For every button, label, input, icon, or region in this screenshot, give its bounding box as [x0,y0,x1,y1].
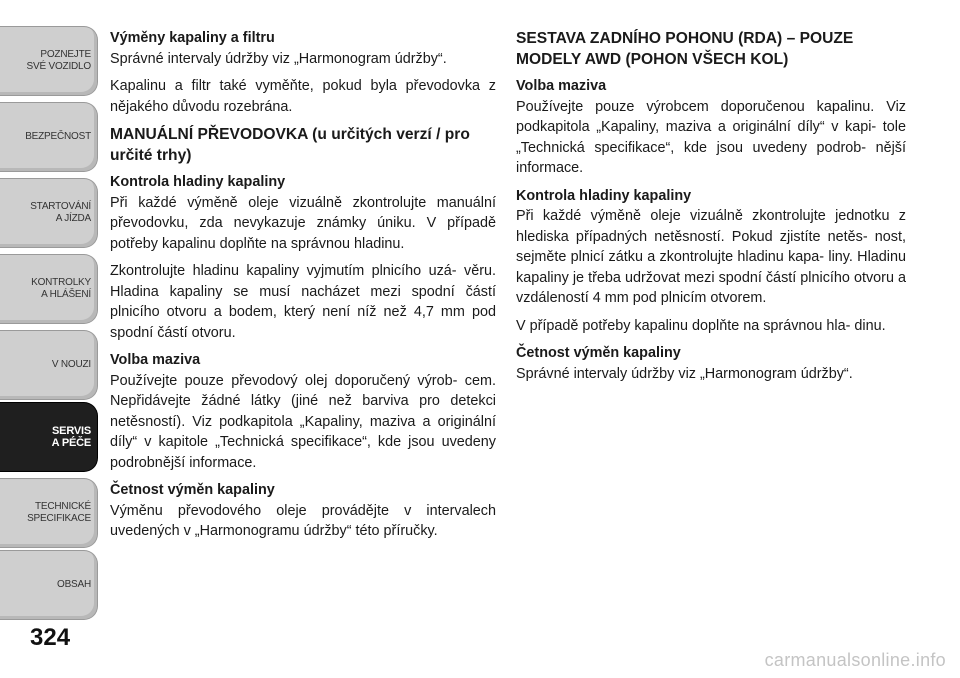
watermark: carmanualsonline.info [764,650,946,670]
paragraph: Správné intervaly údržby viz „Harmonogram údržby“. [110,50,447,67]
section-title-rear-drive-assembly: SESTAVA ZADNÍHO POHONU (RDA) – POUZE MODELY AWD (POHON VŠECH KOL) [516,30,854,68]
paragraph: Výměnu převodového oleje provádějte v intervalech uvedených v „Harmonogramu údržby“ této příručky. [110,502,496,539]
tab-v-nouzi[interactable] [0,330,98,400]
tab-startovani-a-jizda[interactable] [0,178,98,248]
tab-label: STARTOVÁNÍ A JÍZDA [30,201,91,224]
left-column [110,28,496,549]
tab-bezpecnost[interactable] [0,102,98,172]
paragraph: Kapalinu a filtr také vyměňte, pokud byla převodovka z nějakého důvodu rozebrána. [110,78,496,115]
subheading-fluid-level-check: Kontrola hladiny kapaliny [110,174,286,190]
tab-servis-a-pece[interactable] [0,402,98,472]
tab-label: KONTROLKY A HLÁŠENÍ [31,277,91,300]
tab-technicke-specifikace[interactable] [0,478,98,548]
paragraph: Při každé výměně oleje vizuálně zkontrolujte manuální převodovku, zda nevykazuje známky úniku. V případě potřeby kapalinu doplňte na správnou hladinu. [110,194,496,252]
subheading-fluid-change-frequency: Četnost výměn kapaliny [516,345,681,361]
subheading-fluid-filter-change: Výměny kapaliny a filtru [110,30,275,46]
paragraph: Používejte pouze převodový olej doporučený výrob- cem. Nepřidávejte žádné látky (jiné než barviva pro detekci netěsností). Viz podkapitola „Kapaliny, maziva a originální díly“ v kapitole „Technická specifikace“, kde jsou uvedeny podrobnější informace. [110,372,496,471]
page-number: 324 [30,624,71,651]
paragraph: Zkontrolujte hladinu kapaliny vyjmutím plnicího uzá- věru. Hladina kapaliny se musí nacházet mezi spodní částí plnicího otvoru a bodem, který není níž než 4,7 mm pod spodní částí otvoru. [110,263,496,341]
tab-poznejte-sve-vozidlo[interactable] [0,26,98,96]
subheading-fluid-change-frequency: Četnost výměn kapaliny [110,482,275,498]
tab-kontrolky-a-hlaseni[interactable] [0,254,98,324]
tab-obsah[interactable] [0,550,98,620]
subheading-lubricant-selection: Volba maziva [516,78,607,94]
subheading-fluid-level-check: Kontrola hladiny kapaliny [516,187,692,204]
tab-label: SERVIS A PÉČE [51,425,91,449]
paragraph: V případě potřeby kapalinu doplňte na správnou hla- dinu. [516,317,886,334]
paragraph: Správné intervaly údržby viz „Harmonogram údržby“. [516,365,853,382]
right-column [516,28,906,391]
subheading-lubricant-selection: Volba maziva [110,352,201,368]
section-title-manual-transmission: MANUÁLNÍ PŘEVODOVKA (u určitých verzí / pro určité trhy) [110,126,470,164]
tab-label: OBSAH [56,579,91,590]
paragraph: Při každé výměně oleje vizuálně zkontrolujte jednotku z hlediska případných netěsností. Pokud zjistíte netěs- nost, sejměte plnicí zátku a zkontrolujte hladinu kapa- liny. Hladinu kapaliny je třeba udržovat mezi spodní částí plnicího otvoru a vzdáleností 4 mm pod plnicím otvorem. [516,208,906,306]
tab-label: BEZPEČNOST [25,131,91,142]
tab-label: TECHNICKÉ SPECIFIKACE [27,501,91,524]
paragraph: Používejte pouze výrobcem doporučenou kapalinu. Viz podkapitola „Kapaliny, maziva a originální díly“ v kapi- tole „Technická specifikace“, kde jsou uvedeny podrob- nější informace. [516,98,906,176]
tab-label: POZNEJTE SVÉ VOZIDLO [26,49,91,72]
tab-label: V NOUZI [51,359,91,370]
